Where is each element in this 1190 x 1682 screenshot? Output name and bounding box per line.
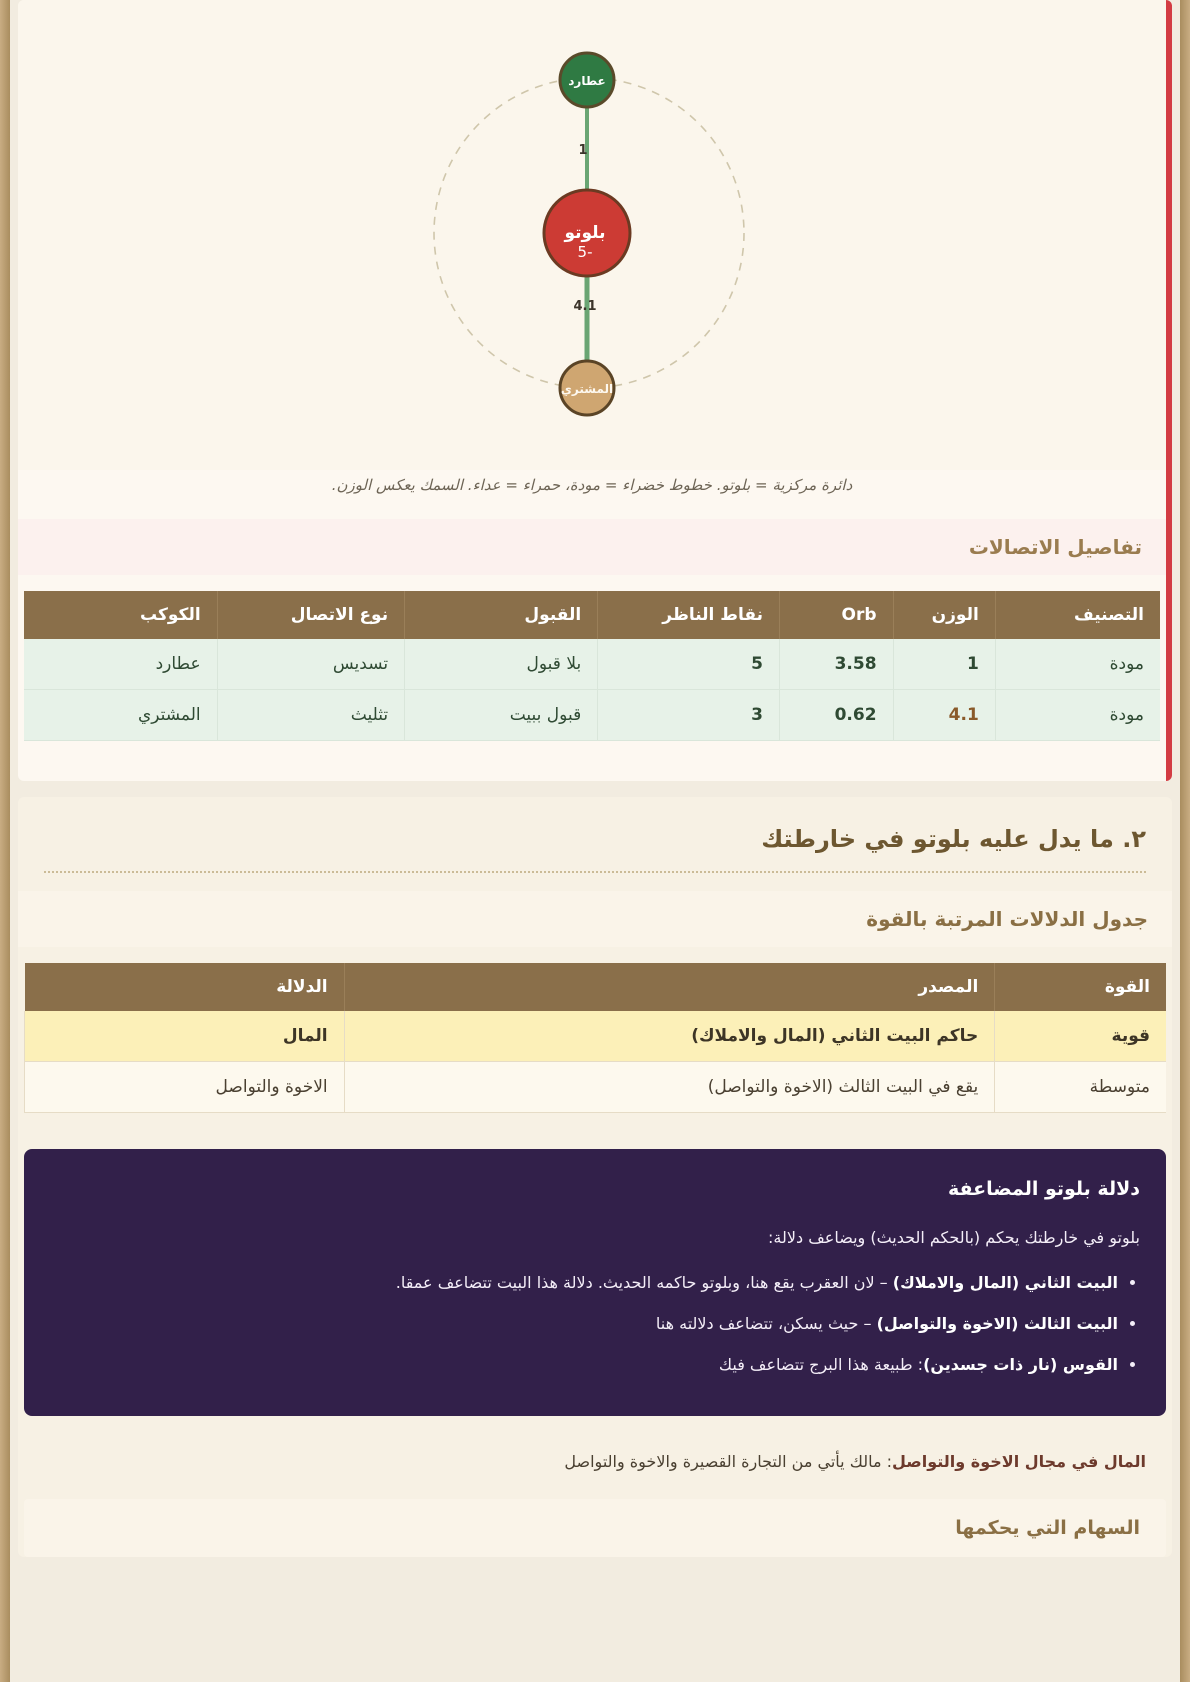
node-mercury-label: عطارد xyxy=(568,74,606,88)
aspect-graph-svg xyxy=(32,0,1152,470)
bullet-lead: البيت الثاني (المال والاملاك) xyxy=(892,1272,1118,1292)
col-orb: Orb xyxy=(779,591,893,639)
cell-weight: 1 xyxy=(893,639,995,690)
cell-aspect-type: تثليث xyxy=(217,689,404,740)
edge-weight-pluto-jupiter: 4.1 xyxy=(573,299,597,314)
page-rail-right xyxy=(1180,0,1190,1682)
aspects-card xyxy=(18,0,1172,781)
double-signification-intro: بلوتو في خارطتك يحكم (بالحكم الحديث) ويضاعف دلالة: xyxy=(768,1227,1140,1247)
aspect-graph xyxy=(18,0,1166,470)
bullet-rest: – لان العقرب يقع هنا، وبلوتو حاكمه الحديث. دلالة هذا البيت تتضاعف عمقا. xyxy=(395,1272,893,1292)
cell-acceptance: بلا قبول xyxy=(405,639,598,690)
section2-card xyxy=(18,797,1172,1558)
bullet-rest: – حيث يسكن، تتضاعف دلالته هنا xyxy=(655,1313,877,1333)
cell-observer-points: 5 xyxy=(598,639,780,690)
cell-strength: قوية xyxy=(995,1011,1166,1062)
double-signification-title: دلالة بلوتو المضاعفة xyxy=(947,1177,1140,1200)
cell-acceptance: قبول ببيت xyxy=(405,689,598,740)
cell-strength: متوسطة xyxy=(995,1061,1166,1112)
col-signification: الدلالة xyxy=(25,963,345,1011)
col-source: المصدر xyxy=(344,963,995,1011)
cell-classification: مودة xyxy=(995,639,1160,690)
col-acceptance: القبول xyxy=(405,591,598,639)
table-row xyxy=(25,1061,1167,1112)
sig-table-header: جدول الدلالات المرتبة بالقوة xyxy=(18,891,1172,947)
cell-weight: 4.1 xyxy=(893,689,995,740)
cell-source: حاكم البيت الثاني (المال والاملاك) xyxy=(344,1011,995,1062)
col-aspect-type: نوع الاتصال xyxy=(217,591,404,639)
signification-table xyxy=(24,963,1166,1113)
sig-table-wrap xyxy=(18,947,1172,1135)
table-row xyxy=(25,1011,1167,1062)
aspects-table-header-row xyxy=(24,591,1160,639)
col-strength: القوة xyxy=(995,963,1166,1011)
money-note xyxy=(18,1434,1172,1493)
edge-weight-mercury-pluto: 1 xyxy=(578,143,588,158)
node-pluto-sublabel: -5 xyxy=(577,243,593,261)
aspects-table-wrap xyxy=(18,575,1166,763)
bullet-lead: القوس (نار ذات جسدين) xyxy=(923,1355,1118,1375)
cell-orb: 0.62 xyxy=(779,689,893,740)
node-pluto-label: بلوتو xyxy=(564,223,606,243)
cell-planet: عطارد xyxy=(24,639,217,690)
double-signification-list xyxy=(50,1267,1140,1381)
cell-source: يقع في البيت الثالث (الاخوة والتواصل) xyxy=(344,1061,995,1112)
page-content xyxy=(18,0,1172,1557)
cell-classification: مودة xyxy=(995,689,1160,740)
cell-planet: المشتري xyxy=(24,689,217,740)
graph-caption: دائرة مركزية = بلوتو. خطوط خضراء = مودة، حمراء = عداء. السمك يعكس الوزن. xyxy=(331,476,853,494)
aspects-details-header: تفاصيل الاتصالات xyxy=(18,519,1166,575)
list-item xyxy=(50,1267,1118,1298)
section2-title: ٢. ما يدل عليه بلوتو في خارطتك xyxy=(761,824,1146,853)
col-observer-points: نقاط الناظر xyxy=(598,591,780,639)
aspects-table xyxy=(24,591,1160,741)
col-weight: الوزن xyxy=(893,591,995,639)
list-item xyxy=(50,1349,1118,1380)
cell-signification: الاخوة والتواصل xyxy=(25,1061,345,1112)
node-jupiter-label: المشتري xyxy=(560,382,614,396)
table-row xyxy=(24,639,1160,690)
cell-aspect-type: تسديس xyxy=(217,639,404,690)
cell-signification: المال xyxy=(25,1011,345,1062)
arrows-header: السهام التي يحكمها xyxy=(24,1499,1166,1557)
table-row xyxy=(24,689,1160,740)
money-note-lead: المال في مجال الاخوة والتواصل xyxy=(891,1452,1146,1472)
sig-table-header-row xyxy=(25,963,1167,1011)
list-item xyxy=(50,1308,1118,1339)
money-note-rest: : مالك يأتي من التجارة القصيرة والاخوة والتواصل xyxy=(564,1452,892,1472)
bullet-rest: : طبيعة هذا البرج تتضاعف فيك xyxy=(718,1355,924,1375)
col-classification: التصنيف xyxy=(995,591,1160,639)
col-planet: الكوكب xyxy=(24,591,217,639)
bullet-lead: البيت الثالث (الاخوة والتواصل) xyxy=(876,1313,1118,1333)
page-rail-left xyxy=(0,0,10,1682)
cell-orb: 3.58 xyxy=(779,639,893,690)
double-signification-box xyxy=(24,1149,1166,1417)
section2-divider xyxy=(44,871,1146,873)
cell-observer-points: 3 xyxy=(598,689,780,740)
